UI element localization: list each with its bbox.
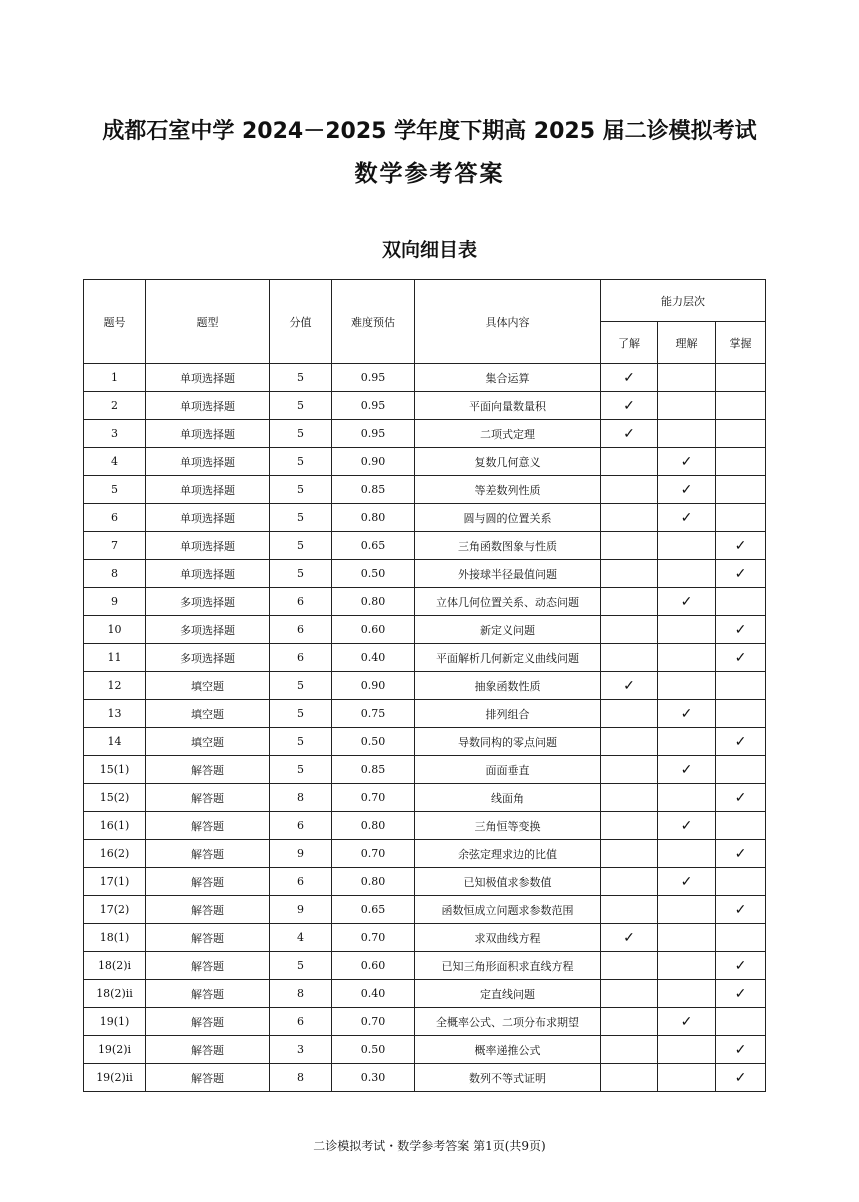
cell-level-2: [658, 644, 716, 672]
cell-difficulty: 0.50: [332, 728, 415, 756]
cell-level-2: [658, 728, 716, 756]
cell-level-3: [716, 560, 766, 588]
cell-level-2: [658, 476, 716, 504]
cell-level-1: [601, 504, 658, 532]
cell-content: 全概率公式、二项分布求期望: [415, 1008, 601, 1036]
cell-level-3: [716, 476, 766, 504]
cell-level-2: [658, 1008, 716, 1036]
cell-level-1: [601, 728, 658, 756]
cell-num: 17(2): [84, 896, 146, 924]
cell-content: 外接球半径最值问题: [415, 560, 601, 588]
cell-difficulty: 0.50: [332, 560, 415, 588]
cell-level-1: [601, 616, 658, 644]
table-row: [84, 840, 766, 868]
cell-content: 抽象函数性质: [415, 672, 601, 700]
check-icon: ✓: [680, 817, 693, 834]
table-row: [84, 952, 766, 980]
check-icon: ✓: [623, 929, 635, 946]
header-level-understand-basic: 了解: [601, 322, 658, 364]
table-row: [84, 1008, 766, 1036]
cell-content: 三角恒等变换: [415, 812, 601, 840]
cell-score: 4: [270, 924, 332, 952]
cell-type: 解答题: [146, 952, 270, 980]
cell-type: 填空题: [146, 700, 270, 728]
document-title: 成都石室中学 2024－2025 学年度下期高 2025 届二诊模拟考试: [102, 119, 757, 144]
header-type: 题型: [146, 280, 270, 364]
check-icon: ✓: [623, 397, 635, 414]
table-row: [84, 672, 766, 700]
cell-level-1: [601, 868, 658, 896]
cell-num: 1: [84, 364, 146, 392]
cell-level-3: [716, 448, 766, 476]
header-num: 题号: [84, 280, 146, 364]
cell-content: 二项式定理: [415, 420, 601, 448]
cell-type: 解答题: [146, 980, 270, 1008]
table-row: [84, 560, 766, 588]
cell-difficulty: 0.80: [332, 588, 415, 616]
cell-content: 数列不等式证明: [415, 1064, 601, 1092]
cell-score: 6: [270, 644, 332, 672]
cell-level-3: [716, 812, 766, 840]
cell-level-2: [658, 868, 716, 896]
cell-level-2: [658, 504, 716, 532]
cell-level-2: [658, 448, 716, 476]
cell-difficulty: 0.60: [332, 952, 415, 980]
cell-difficulty: 0.30: [332, 1064, 415, 1092]
cell-score: 5: [270, 532, 332, 560]
cell-level-2: [658, 812, 716, 840]
check-icon: ✓: [680, 705, 693, 722]
cell-level-3: [716, 728, 766, 756]
cell-difficulty: 0.65: [332, 896, 415, 924]
check-icon: ✓: [734, 649, 747, 666]
cell-score: 5: [270, 672, 332, 700]
cell-content: 余弦定理求边的比值: [415, 840, 601, 868]
cell-type: 解答题: [146, 1036, 270, 1064]
cell-level-2: [658, 756, 716, 784]
cell-score: 8: [270, 980, 332, 1008]
table-row: [84, 980, 766, 1008]
table-row: [84, 728, 766, 756]
page-footer: 二诊模拟考试・数学参考答案 第1页(共9页): [313, 1139, 546, 1153]
cell-num: 3: [84, 420, 146, 448]
cell-type: 解答题: [146, 784, 270, 812]
check-icon: ✓: [734, 901, 747, 918]
cell-content: 复数几何意义: [415, 448, 601, 476]
cell-level-1: [601, 1064, 658, 1092]
check-icon: ✓: [623, 677, 635, 694]
cell-difficulty: 0.70: [332, 840, 415, 868]
cell-level-2: [658, 1064, 716, 1092]
cell-score: 5: [270, 504, 332, 532]
table-row: [84, 700, 766, 728]
header-content: 具体内容: [415, 280, 601, 364]
cell-difficulty: 0.70: [332, 924, 415, 952]
cell-level-1: [601, 448, 658, 476]
cell-level-2: [658, 364, 716, 392]
table-row: [84, 476, 766, 504]
check-icon: ✓: [680, 453, 693, 470]
cell-type: 多项选择题: [146, 644, 270, 672]
check-icon: ✓: [680, 761, 693, 778]
cell-content: 已知极值求参数值: [415, 868, 601, 896]
cell-content: 立体几何位置关系、动态问题: [415, 588, 601, 616]
table-body: [84, 364, 766, 1092]
check-icon: ✓: [680, 481, 693, 498]
cell-level-1: [601, 644, 658, 672]
cell-num: 19(2)ⅱ: [84, 1064, 146, 1092]
cell-level-1: [601, 364, 658, 392]
cell-content: 求双曲线方程: [415, 924, 601, 952]
cell-level-2: [658, 952, 716, 980]
cell-type: 解答题: [146, 896, 270, 924]
cell-difficulty: 0.40: [332, 644, 415, 672]
table-row: [84, 364, 766, 392]
cell-num: 17(1): [84, 868, 146, 896]
check-icon: ✓: [623, 369, 635, 386]
cell-level-1: [601, 476, 658, 504]
table-row: [84, 784, 766, 812]
header-difficulty: 难度预估: [332, 280, 415, 364]
table-row: [84, 644, 766, 672]
cell-level-3: [716, 980, 766, 1008]
check-icon: ✓: [734, 957, 747, 974]
cell-score: 9: [270, 840, 332, 868]
table-row: [84, 924, 766, 952]
cell-level-1: [601, 588, 658, 616]
cell-score: 5: [270, 560, 332, 588]
cell-level-1: [601, 672, 658, 700]
cell-num: 2: [84, 392, 146, 420]
cell-type: 解答题: [146, 868, 270, 896]
cell-num: 18(1): [84, 924, 146, 952]
check-icon: ✓: [623, 425, 635, 442]
cell-type: 解答题: [146, 840, 270, 868]
cell-num: 19(1): [84, 1008, 146, 1036]
table-row: [84, 1036, 766, 1064]
cell-level-1: [601, 952, 658, 980]
cell-difficulty: 0.65: [332, 532, 415, 560]
cell-level-3: [716, 420, 766, 448]
cell-num: 5: [84, 476, 146, 504]
cell-difficulty: 0.85: [332, 476, 415, 504]
cell-num: 15(1): [84, 756, 146, 784]
cell-content: 导数同构的零点问题: [415, 728, 601, 756]
cell-level-3: [716, 588, 766, 616]
cell-level-3: [716, 616, 766, 644]
cell-difficulty: 0.85: [332, 756, 415, 784]
cell-score: 8: [270, 784, 332, 812]
cell-difficulty: 0.90: [332, 448, 415, 476]
table-row: [84, 1064, 766, 1092]
cell-num: 7: [84, 532, 146, 560]
cell-content: 面面垂直: [415, 756, 601, 784]
cell-level-1: [601, 532, 658, 560]
cell-score: 5: [270, 420, 332, 448]
cell-difficulty: 0.95: [332, 392, 415, 420]
cell-score: 5: [270, 476, 332, 504]
cell-score: 8: [270, 1064, 332, 1092]
cell-content: 圆与圆的位置关系: [415, 504, 601, 532]
cell-level-1: [601, 1036, 658, 1064]
check-icon: ✓: [734, 1041, 747, 1058]
cell-content: 线面角: [415, 784, 601, 812]
table-row: [84, 420, 766, 448]
cell-level-3: [716, 1008, 766, 1036]
check-icon: ✓: [680, 509, 693, 526]
cell-type: 解答题: [146, 1064, 270, 1092]
check-icon: ✓: [734, 565, 747, 582]
section-title: 双向细目表: [381, 239, 477, 261]
table-row: [84, 896, 766, 924]
cell-difficulty: 0.75: [332, 700, 415, 728]
header-level-master: 掌握: [716, 322, 766, 364]
cell-score: 6: [270, 588, 332, 616]
cell-level-2: [658, 560, 716, 588]
cell-score: 6: [270, 868, 332, 896]
cell-type: 单项选择题: [146, 560, 270, 588]
cell-level-2: [658, 784, 716, 812]
cell-type: 填空题: [146, 672, 270, 700]
cell-level-3: [716, 756, 766, 784]
check-icon: ✓: [734, 985, 747, 1002]
cell-score: 5: [270, 756, 332, 784]
check-icon: ✓: [680, 593, 693, 610]
cell-content: 排列组合: [415, 700, 601, 728]
cell-type: 解答题: [146, 1008, 270, 1036]
check-icon: ✓: [734, 845, 747, 862]
cell-score: 6: [270, 812, 332, 840]
cell-level-3: [716, 952, 766, 980]
cell-content: 等差数列性质: [415, 476, 601, 504]
cell-level-3: [716, 644, 766, 672]
cell-level-1: [601, 896, 658, 924]
table-row: [84, 756, 766, 784]
table-row: [84, 392, 766, 420]
cell-content: 三角函数图象与性质: [415, 532, 601, 560]
table-row: [84, 504, 766, 532]
cell-level-2: [658, 392, 716, 420]
cell-level-3: [716, 840, 766, 868]
cell-level-1: [601, 924, 658, 952]
cell-num: 13: [84, 700, 146, 728]
cell-difficulty: 0.80: [332, 504, 415, 532]
cell-score: 6: [270, 616, 332, 644]
cell-score: 9: [270, 896, 332, 924]
cell-type: 解答题: [146, 756, 270, 784]
check-icon: ✓: [734, 789, 747, 806]
cell-content: 平面向量数量积: [415, 392, 601, 420]
cell-num: 14: [84, 728, 146, 756]
cell-level-1: [601, 420, 658, 448]
cell-level-1: [601, 392, 658, 420]
cell-level-3: [716, 1064, 766, 1092]
header-level-comprehend: 理解: [658, 322, 716, 364]
cell-difficulty: 0.40: [332, 980, 415, 1008]
cell-level-1: [601, 840, 658, 868]
cell-level-2: [658, 924, 716, 952]
cell-num: 10: [84, 616, 146, 644]
cell-type: 单项选择题: [146, 476, 270, 504]
cell-num: 4: [84, 448, 146, 476]
cell-level-3: [716, 700, 766, 728]
cell-content: 新定义问题: [415, 616, 601, 644]
cell-content: 定直线问题: [415, 980, 601, 1008]
cell-content: 集合运算: [415, 364, 601, 392]
cell-level-3: [716, 1036, 766, 1064]
table-row: [84, 532, 766, 560]
table-row: [84, 588, 766, 616]
cell-num: 16(2): [84, 840, 146, 868]
cell-difficulty: 0.80: [332, 812, 415, 840]
cell-num: 19(2)ⅰ: [84, 1036, 146, 1064]
specification-table: [83, 279, 766, 1092]
cell-type: 多项选择题: [146, 616, 270, 644]
cell-type: 单项选择题: [146, 392, 270, 420]
cell-level-2: [658, 700, 716, 728]
cell-content: 概率递推公式: [415, 1036, 601, 1064]
cell-level-3: [716, 896, 766, 924]
check-icon: ✓: [734, 1069, 747, 1086]
cell-level-3: [716, 392, 766, 420]
cell-num: 16(1): [84, 812, 146, 840]
cell-level-1: [601, 812, 658, 840]
cell-level-1: [601, 784, 658, 812]
cell-num: 12: [84, 672, 146, 700]
cell-content: 平面解析几何新定义曲线问题: [415, 644, 601, 672]
cell-level-2: [658, 896, 716, 924]
cell-level-2: [658, 616, 716, 644]
cell-type: 单项选择题: [146, 364, 270, 392]
cell-type: 解答题: [146, 812, 270, 840]
cell-level-1: [601, 980, 658, 1008]
cell-content: 已知三角形面积求直线方程: [415, 952, 601, 980]
cell-score: 5: [270, 448, 332, 476]
cell-num: 8: [84, 560, 146, 588]
cell-level-3: [716, 868, 766, 896]
cell-level-2: [658, 840, 716, 868]
cell-level-1: [601, 1008, 658, 1036]
cell-num: 9: [84, 588, 146, 616]
cell-difficulty: 0.90: [332, 672, 415, 700]
table-row: [84, 616, 766, 644]
cell-type: 填空题: [146, 728, 270, 756]
header-ability: 能力层次: [601, 280, 766, 322]
cell-content: 函数恒成立问题求参数范围: [415, 896, 601, 924]
cell-score: 6: [270, 1008, 332, 1036]
table-row: [84, 448, 766, 476]
cell-type: 单项选择题: [146, 448, 270, 476]
cell-level-3: [716, 504, 766, 532]
cell-level-2: [658, 1036, 716, 1064]
cell-type: 单项选择题: [146, 532, 270, 560]
cell-level-2: [658, 420, 716, 448]
cell-type: 解答题: [146, 924, 270, 952]
cell-type: 单项选择题: [146, 420, 270, 448]
cell-level-2: [658, 672, 716, 700]
cell-level-3: [716, 532, 766, 560]
cell-type: 单项选择题: [146, 504, 270, 532]
cell-difficulty: 0.95: [332, 420, 415, 448]
cell-level-2: [658, 532, 716, 560]
cell-level-1: [601, 700, 658, 728]
cell-level-2: [658, 980, 716, 1008]
cell-num: 6: [84, 504, 146, 532]
cell-difficulty: 0.95: [332, 364, 415, 392]
cell-num: 18(2)ⅱ: [84, 980, 146, 1008]
cell-difficulty: 0.70: [332, 784, 415, 812]
cell-difficulty: 0.50: [332, 1036, 415, 1064]
cell-difficulty: 0.80: [332, 868, 415, 896]
cell-score: 5: [270, 952, 332, 980]
check-icon: ✓: [734, 621, 747, 638]
cell-num: 11: [84, 644, 146, 672]
cell-num: 15(2): [84, 784, 146, 812]
header-score: 分值: [270, 280, 332, 364]
check-icon: ✓: [734, 537, 747, 554]
cell-level-3: [716, 924, 766, 952]
cell-level-2: [658, 588, 716, 616]
cell-difficulty: 0.60: [332, 616, 415, 644]
table-row: [84, 868, 766, 896]
table-row: [84, 812, 766, 840]
cell-level-3: [716, 784, 766, 812]
cell-score: 5: [270, 364, 332, 392]
cell-level-3: [716, 364, 766, 392]
cell-score: 5: [270, 728, 332, 756]
cell-level-1: [601, 560, 658, 588]
cell-type: 多项选择题: [146, 588, 270, 616]
cell-num: 18(2)ⅰ: [84, 952, 146, 980]
check-icon: ✓: [680, 1013, 693, 1030]
check-icon: ✓: [734, 733, 747, 750]
check-icon: ✓: [680, 873, 693, 890]
cell-score: 3: [270, 1036, 332, 1064]
cell-level-3: [716, 672, 766, 700]
cell-score: 5: [270, 392, 332, 420]
cell-level-1: [601, 756, 658, 784]
cell-score: 5: [270, 700, 332, 728]
cell-difficulty: 0.70: [332, 1008, 415, 1036]
document-subtitle: 数学参考答案: [354, 161, 505, 187]
